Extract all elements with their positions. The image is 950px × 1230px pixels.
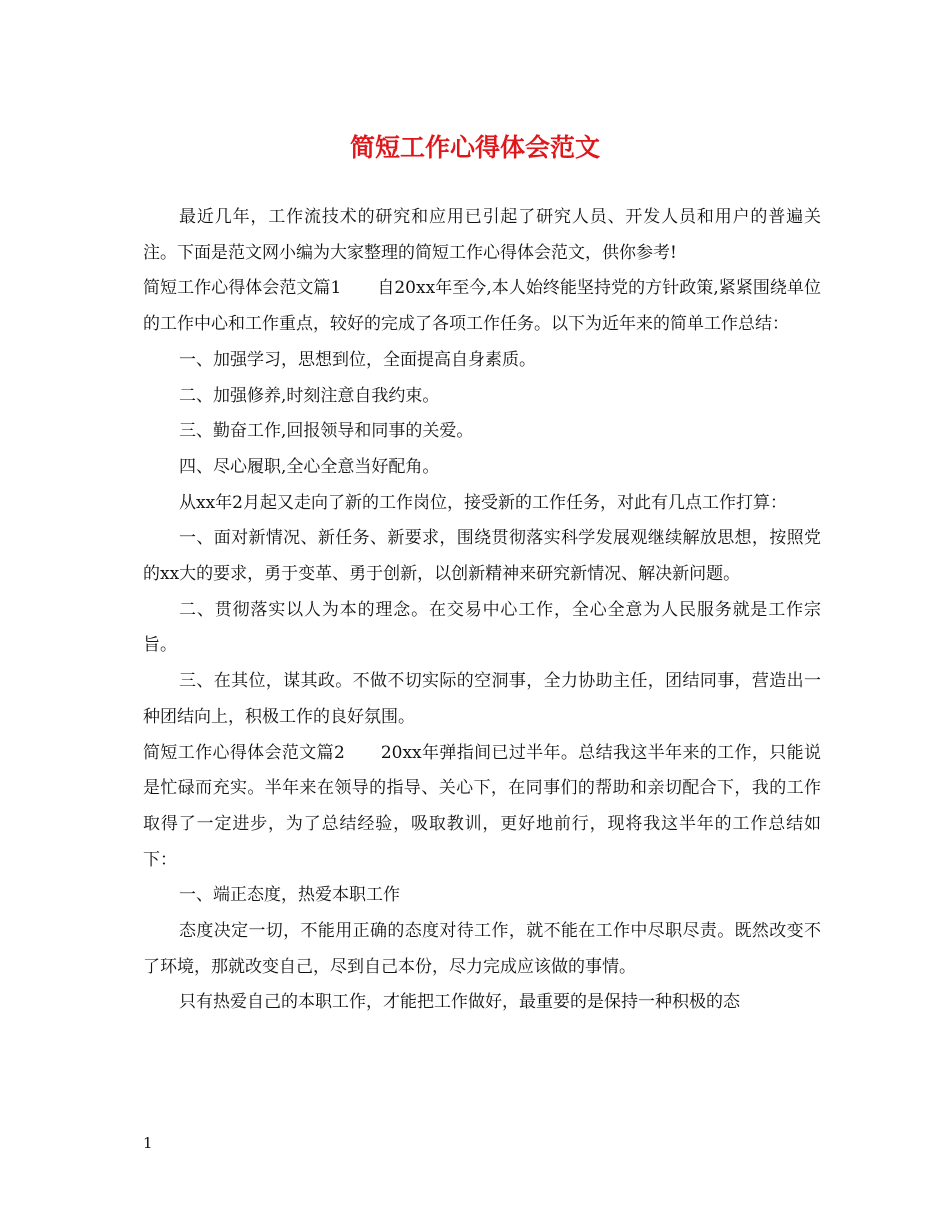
list-item: 一、加强学习，思想到位，全面提高自身素质。	[179, 349, 536, 370]
section1-heading: 简短工作心得体会范文篇1	[143, 278, 342, 299]
intro-paragraph: 最近几年，工作流技术的研究和应用已引起了研究人员、开发人员和用户的普遍关注。下面是范文网小编为大家整理的简短工作心得体会范文，供你参考!	[143, 207, 821, 263]
document-title: 简短工作心得体会范文	[349, 133, 600, 162]
plan-paragraph: 一、面对新情况、新任务、新要求，围绕贯彻落实科学发展观继续解放思想，按照党的xx大的要求，勇于变革、勇于创新，以创新精神来研究新情况、解决新问题。	[143, 528, 821, 585]
body-paragraph: 只有热爱自己的本职工作，才能把工作做好，最重要的是保持一种积极的态	[179, 992, 740, 1013]
list-item: 四、尽心履职,全心全意当好配角。	[179, 456, 440, 477]
list-item: 三、勤奋工作,回报领导和同事的关爱。	[179, 421, 474, 442]
plan-paragraph: 三、在其位，谋其政。不做不切实际的空洞事，全力协助主任，团结同事，营造出一种团结向上，积极工作的良好氛围。	[143, 671, 821, 727]
list-item: 二、加强修养,时刻注意自我约束。	[179, 385, 440, 406]
document-body	[143, 200, 821, 1021]
page-number: 1	[143, 1134, 153, 1152]
section2-lead: 20xx年弹指间已过半年。总结我这半年来的工作，只能说是忙碌而充实。半年来在领导的指导、关心下，在同事们的帮助和亲切配合下，我的工作取得了一定进步，为了总结经验，吸取教训，更好地前行，现将我这半年的工作总结如下：	[143, 742, 821, 870]
body-paragraph: 态度决定一切，不能用正确的态度对待工作，就不能在工作中尽职尽责。既然改变不了环境，那就改变自己，尽到自己本份，尽力完成应该做的事情。	[143, 921, 821, 977]
section2-heading: 简短工作心得体会范文篇2	[143, 742, 345, 763]
section2-subheading: 一、端正态度，热爱本职工作	[179, 885, 400, 906]
section2-lead-paragraph	[143, 736, 821, 879]
section1-lead-paragraph	[143, 271, 821, 342]
plan-intro-paragraph: 从xx年2月起又走向了新的工作岗位，接受新的工作任务，对此有几点工作打算：	[179, 492, 787, 513]
section1-lead: 自20xx年至今,本人始终能坚持党的方针政策,紧紧围绕单位的工作中心和工作重点，较好的完成了各项工作任务。以下为近年来的简单工作总结：	[143, 278, 821, 335]
plan-paragraph: 二、贯彻落实以人为本的理念。在交易中心工作，全心全意为人民服务就是工作宗旨。	[143, 599, 821, 656]
